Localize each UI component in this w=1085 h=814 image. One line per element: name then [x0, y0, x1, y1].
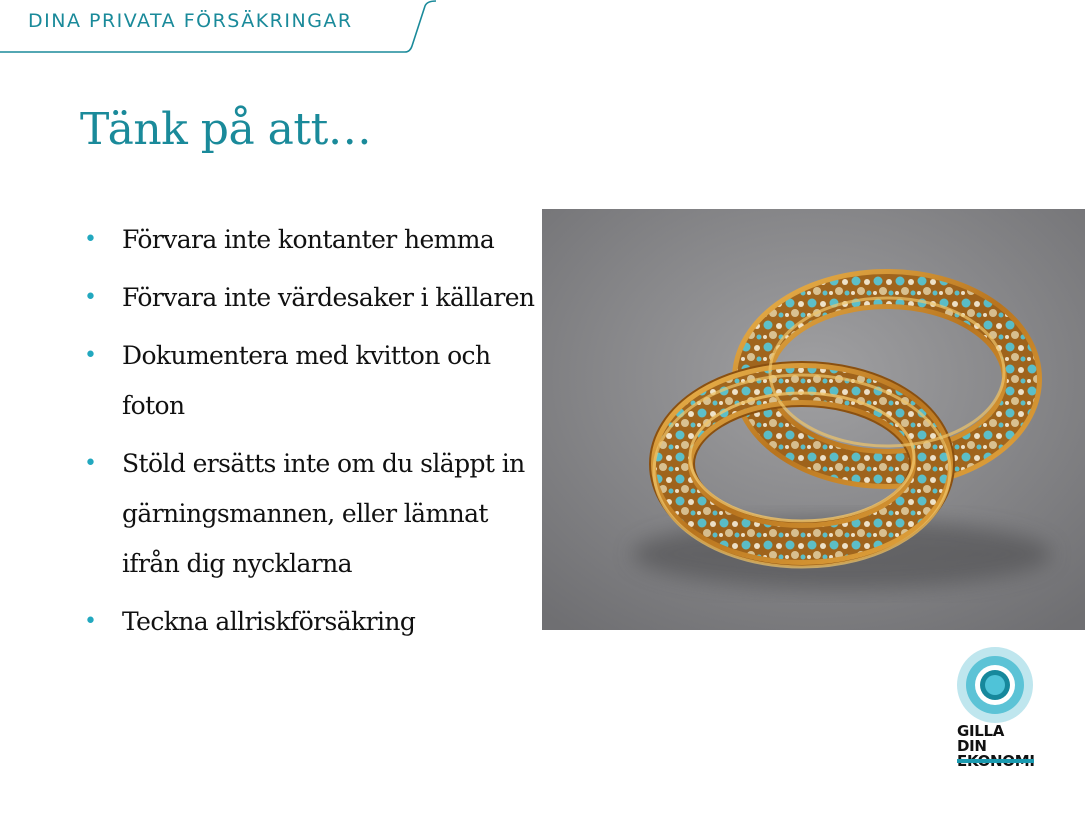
bullet-item: [80, 273, 540, 323]
logo-underline: [957, 759, 1034, 763]
bullet-item: [80, 215, 540, 265]
target-logo-icon: [950, 643, 1040, 728]
bullet-item: [80, 331, 540, 431]
bullet-text: Dokumentera med kvitton och foton: [122, 341, 491, 420]
bullet-item: [80, 439, 540, 589]
bullet-list: [80, 215, 540, 655]
section-header-tab: [0, 0, 440, 56]
bullet-text: Förvara inte värdesaker i källaren: [122, 283, 535, 312]
slide-title: Tänk på att…: [80, 104, 372, 155]
bullet-dot-icon: •: [84, 609, 97, 634]
bullet-text: Förvara inte kontanter hemma: [122, 225, 495, 254]
bullet-text: Teckna allriskförsäkring: [122, 607, 416, 636]
bullet-dot-icon: •: [84, 451, 97, 476]
bullet-dot-icon: •: [84, 285, 97, 310]
logo-line-1: GILLA DIN: [957, 722, 1005, 755]
bullet-dot-icon: •: [84, 343, 97, 368]
bullet-text: Stöld ersätts inte om du släppt in gärningsmannen, eller lämnat ifrån dig nycklarna: [122, 449, 525, 578]
section-header-label: DINA PRIVATA FÖRSÄKRINGAR: [28, 10, 353, 32]
bullet-dot-icon: •: [84, 227, 97, 252]
bracelets-illustration: [542, 209, 1085, 630]
bullet-item: [80, 597, 540, 647]
bracelets-photo: [542, 209, 1085, 630]
